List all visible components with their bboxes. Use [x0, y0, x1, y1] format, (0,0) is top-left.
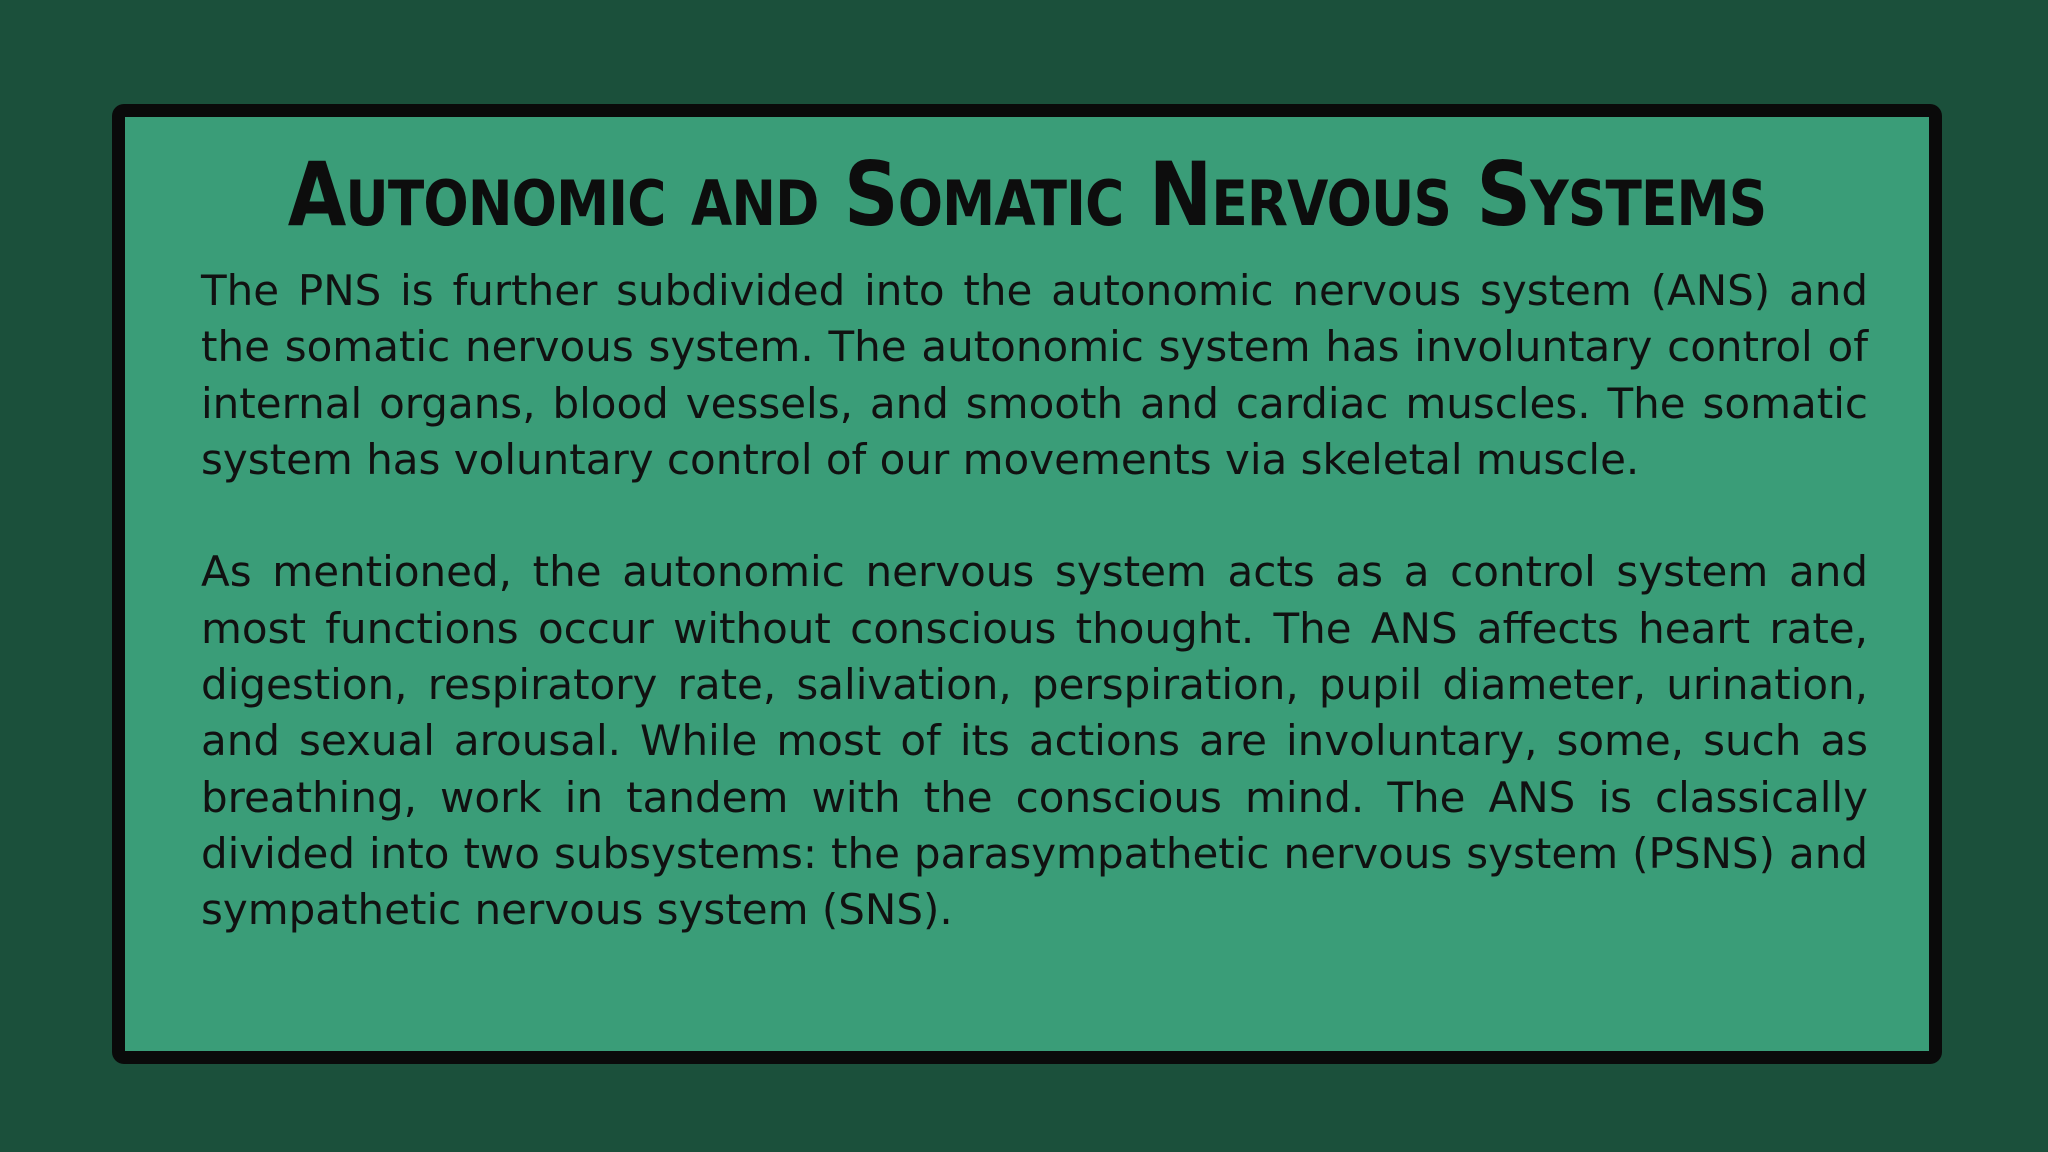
paragraph-ans-functions: As mentioned, the autonomic nervous system acts as a control system and most functions occur without conscious thought. The ANS affects heart rate, digestion, respiratory rate, salivation, perspiration, pupil diameter, urination, and sexual arousal. While most of its actions are involuntary, some, such as breathing, work in tandem with the conscious mind. The ANS is classically divided into two subsystems: the parasympathetic nervous system (PSNS) and sympathetic nervous system (SNS).	[201, 547, 1868, 935]
slide-title: Autonomic and Somatic Nervous Systems	[287, 143, 1767, 246]
slide-body	[201, 263, 1868, 939]
content-card	[112, 104, 1942, 1064]
paragraph-pns-subdivision: The PNS is further subdivided into the autonomic nervous system (ANS) and the somatic nervous system. The autonomic system has involuntary control of internal organs, blood vessels, and smooth and cardiac muscles. The somatic system has voluntary control of our movements via skeletal muscle.	[201, 266, 1868, 484]
